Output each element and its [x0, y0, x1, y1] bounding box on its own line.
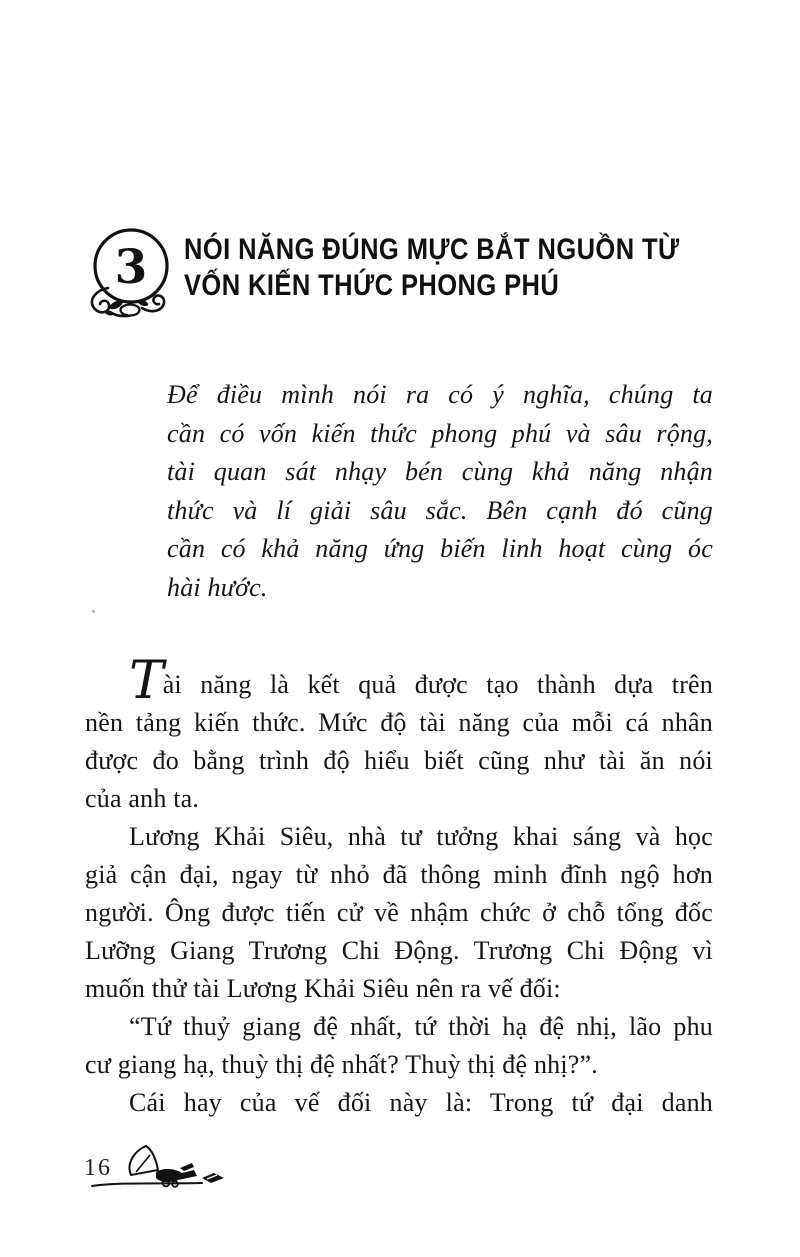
chapter-heading — [86, 226, 767, 322]
flourish-pod-icon — [121, 305, 140, 316]
paragraph — [85, 1008, 713, 1084]
body-line: của anh ta. — [85, 784, 200, 813]
body-line: Lương Khải Siêu, nhà tư tưởng khai sáng và học — [129, 822, 713, 851]
intro-line: cần có khả năng ứng biến linh hoạt cùng óc — [167, 534, 713, 563]
print-artifact-dot — [92, 610, 95, 613]
body-line: được đo bằng trình độ hiểu biết cũng như tài ăn nói — [85, 746, 713, 775]
intro-line: thức và lí giải sâu sắc. Bên cạnh đó cũng — [167, 495, 713, 525]
chapter-ornament — [86, 226, 174, 322]
page-footer — [84, 1142, 264, 1192]
intro-line: cần có vốn kiến thức phong phú và sâu rộng, — [167, 418, 713, 448]
body-line: giả cận đại, ngay từ nhỏ đã thông minh đĩnh ngộ hơn — [85, 860, 713, 889]
intro-quote — [167, 376, 713, 607]
body-text — [85, 651, 713, 1122]
chapter-title-line: VỐN KIẾN THỨC PHONG PHÚ — [184, 269, 560, 302]
intro-line: hài hước. — [167, 572, 268, 602]
body-line: nền tảng kiến thức. Mức độ tài năng của mỗi cá nhân — [85, 708, 713, 737]
paragraph — [85, 818, 713, 1008]
paragraph — [85, 1084, 713, 1122]
body-line: Lưỡng Giang Trương Chi Động. Trương Chi Động vì — [85, 936, 713, 965]
body-line: Cái hay của vế đối này là: Trong tứ đại danh — [129, 1088, 713, 1117]
chapter-number: 3 — [114, 240, 148, 295]
intro-line: tài quan sát nhạy bén cùng khả năng nhận — [167, 457, 713, 486]
chapter-ornament-icon — [86, 226, 174, 322]
chapter-title — [184, 226, 680, 304]
chapter-title-line: NÓI NĂNG ĐÚNG MỰC BẮT NGUỒN TỪ — [184, 233, 680, 266]
body-line: cư giang hạ, thuỳ thị đệ nhất? Thuỳ thị đệ nhị?”. — [85, 1050, 598, 1079]
drop-cap: T — [129, 651, 162, 711]
body-line: người. Ông được tiến cử về nhậm chức ở chỗ tổng đốc — [85, 898, 713, 927]
body-line-text: ài năng là kết quả được tạo thành dựa trên — [162, 670, 713, 699]
paragraph — [85, 651, 713, 818]
boat-sketch-icon — [90, 1142, 264, 1192]
intro-line: Để điều mình nói ra có ý nghĩa, chúng ta — [167, 380, 713, 409]
page-number: 16 — [84, 1155, 112, 1181]
body-line — [85, 651, 713, 711]
body-line: “Tứ thuỷ giang đệ nhất, tứ thời hạ đệ nhị, lão phu — [129, 1012, 713, 1041]
body-line: muốn thử tài Lương Khải Siêu nên ra vế đối: — [85, 974, 561, 1003]
